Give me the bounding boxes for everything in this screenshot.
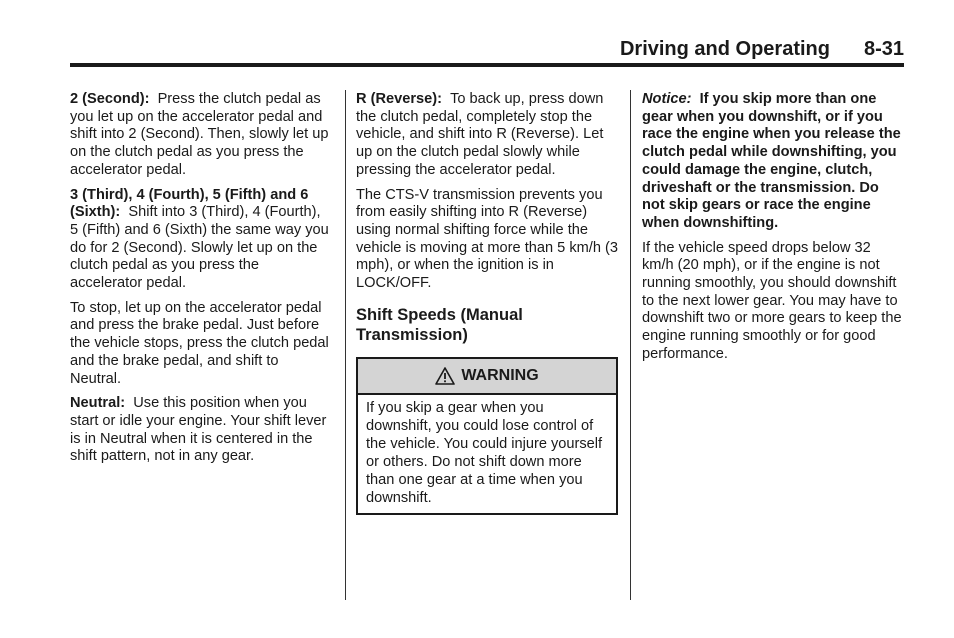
paragraph-neutral — [70, 395, 332, 466]
notice-label: Notice: — [642, 91, 692, 107]
section-title: Driving and Operating — [619, 38, 830, 60]
notice-paragraph — [642, 91, 904, 233]
column-divider — [630, 90, 631, 600]
page-number: 8-31 — [863, 38, 904, 60]
paragraph-downshift: If the vehicle speed drops below 32 km/h (20 mph), or if the engine is not running smoothly, you should downshift to the next lower gear. You may have to downshift two or more gears to keep the engine running smoothly or for good performance. — [642, 239, 902, 362]
paragraph-reverse-lockout: The CTS-V transmission prevents you from easily shifting into R (Reverse) using normal shifting force while the vehicle is moving at more than 5 km/h (3 mph), or when the ignition is in LOCK/OFF. — [356, 186, 618, 292]
paragraph-text: Press the clutch pedal as you let up on the accelerator pedal and shift into 2 (Second). Then, slowly let up on the clutch pedal as you press the accelerator pedal. — [70, 91, 329, 178]
header-rule — [70, 63, 904, 67]
paragraph-second-gear — [70, 91, 332, 180]
column-2 — [356, 91, 618, 515]
warning-body: If you skip a gear when you downshift, you could lose control of the vehicle. You could injure yourself or others. Do not shift down more than one gear at a time when you downshift. — [366, 399, 603, 506]
column-1 — [70, 91, 332, 473]
notice-text: If you skip more than one gear when you downshift, or if you race the engine when you release the clutch pedal while downshifting, you could damage the engine, clutch, driveshaft or the transmission. Do not skip gears or race the engine when downshifting. — [642, 91, 901, 231]
paragraph-text: Use this position when you start or idle your engine. Your shift lever is in Neutral when it is centered in the shift pattern, not in any gear. — [70, 395, 327, 465]
paragraph-stopping: To stop, let up on the accelerator pedal and press the brake pedal. Just before the vehicle stops, press the clutch pedal and the brake pedal, and shift to Neutral. — [70, 299, 329, 387]
section-heading: Shift Speeds (Manual Transmission) — [356, 305, 523, 344]
warning-title: WARNING — [461, 366, 539, 384]
paragraph-text: To back up, press down the clutch pedal, completely stop the vehicle, and shift into R (Reverse). Let up on the clutch pedal slowly while pressing the accelerator pedal. — [356, 91, 604, 178]
warning-header — [358, 359, 616, 395]
column-divider — [345, 90, 346, 600]
term-label: R (Reverse): — [356, 91, 442, 107]
paragraph-text: Shift into 3 (Third), 4 (Fourth), 5 (Fifth) and 6 (Sixth) the same way you do for 2 (Second). Slowly let up on the clutch pedal as you press the accelerator pedal. — [70, 204, 329, 292]
warning-box — [356, 357, 618, 515]
term-label: 3 (Third), 4 (Fourth), 5 (Fifth) and 6 (Sixth): — [70, 186, 309, 221]
term-label: Neutral: — [70, 395, 126, 412]
page-header — [70, 38, 904, 64]
term-label: 2 (Second): — [70, 91, 150, 107]
warning-triangle-icon — [435, 367, 455, 385]
paragraph-higher-gears — [70, 187, 332, 293]
column-3 — [642, 91, 904, 371]
paragraph-reverse — [356, 91, 618, 180]
